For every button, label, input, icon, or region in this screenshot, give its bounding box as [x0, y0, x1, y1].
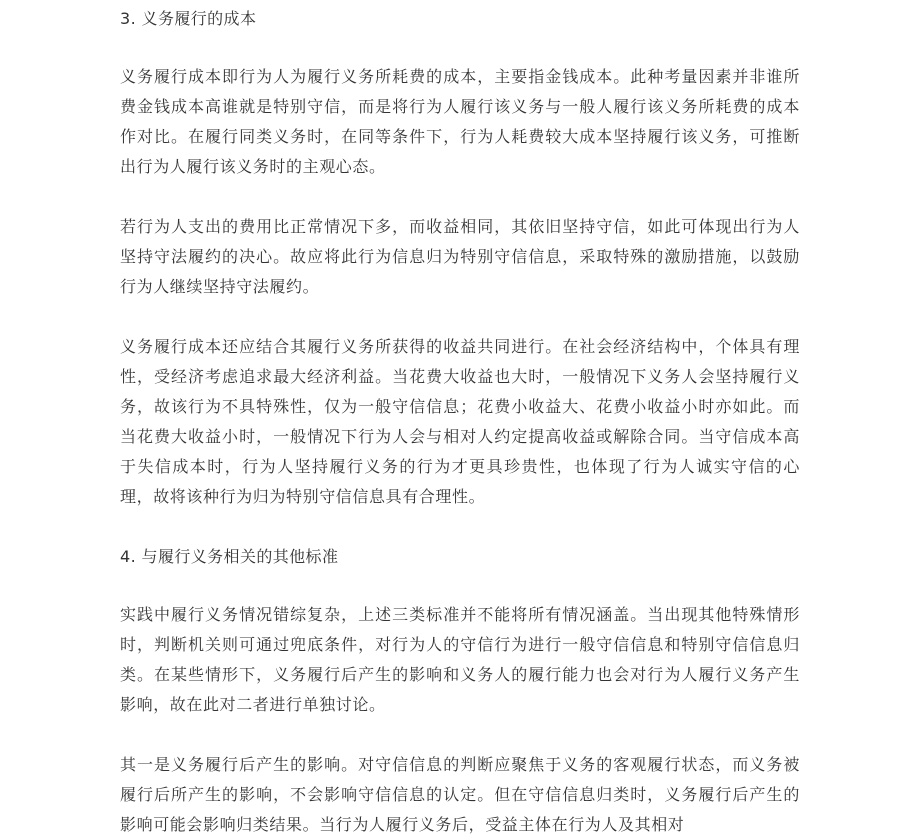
- paragraph: 义务履行成本还应结合其履行义务所获得的收益共同进行。在社会经济结构中，个体具有理性，受经济考虑追求最大经济利益。当花费大收益也大时，一般情况下义务人会坚持履行义务，故该行为不具特殊性，仅为一般守信信息；花费小收益大、花费小收益小时亦如此。而当花费大收益小时，一般情况下行为人会与相对人约定提高收益或解除合同。当守信成本高于失信成本时，行为人坚持履行义务的行为才更具珍贵性，也体现了行为人诚实守信的心理，故将该种行为归为特别守信信息具有合理性。: [120, 337, 800, 506]
- paragraph: 义务履行成本即行为人为履行义务所耗费的成本，主要指金钱成本。此种考量因素并非谁所费金钱成本高谁就是特别守信，而是将行为人履行该义务与一般人履行该义务所耗费的成本作对比。在履行同类义务时，在同等条件下，行为人耗费较大成本坚持履行该义务，可推断出行为人履行该义务时的主观心态。: [120, 67, 800, 176]
- paragraph: 其一是义务履行后产生的影响。对守信信息的判断应聚焦于义务的客观履行状态，而义务被履行后所产生的影响，不会影响守信信息的认定。但在守信信息归类时，义务履行后产生的影响可能会影响归类结果。当行为人履行义务后，受益主体在行为人及其相对: [120, 755, 800, 834]
- section-heading-other-standards: 4. 与履行义务相关的其他标准: [120, 547, 339, 566]
- paragraph: 实践中履行义务情况错综复杂，上述三类标准并不能将所有情况涵盖。当出现其他特殊情形时，判断机关则可通过兜底条件，对行为人的守信行为进行一般守信信息和特别守信信息归类。在某些情形下，义务履行后产生的影响和义务人的履行能力也会对行为人履行义务产生影响，故在此对二者进行单独讨论。: [120, 605, 800, 714]
- paragraph: 若行为人支出的费用比正常情况下多，而收益相同，其依旧坚持守信，如此可体现出行为人坚持守法履约的决心。故应将此行为信息归为特别守信信息，采取特殊的激励措施，以鼓励行为人继续坚持守法履约。: [120, 217, 800, 296]
- section-heading-cost: 3. 义务履行的成本: [120, 9, 257, 28]
- article-body: [120, 0, 800, 840]
